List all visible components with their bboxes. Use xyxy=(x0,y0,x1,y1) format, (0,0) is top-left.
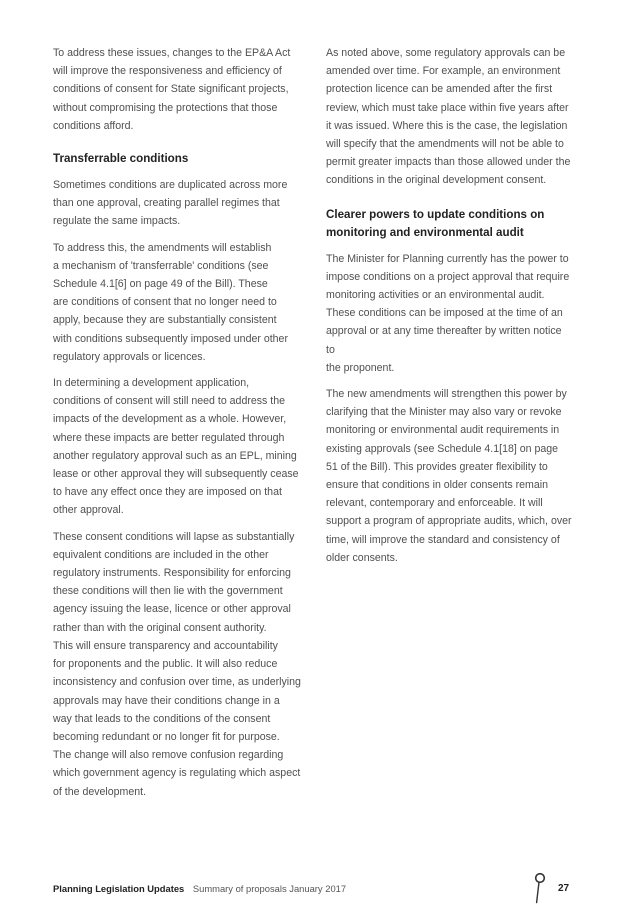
page-number: 27 xyxy=(558,883,570,894)
footer-subtitle: Summary of proposals January 2017 xyxy=(192,883,347,894)
right-paragraph-3: The new amendments will strengthen this power by clarifying that the Minister may also vary or revoke monitoring or environmental audit requirements in existing approvals (see Schedule 4.1[18] on page 51 of the Bill). This provides greater flexibility to ensure that conditions in older consents remain relevant, contemporary and enforceable. It will support a program of appropriate audits, which, over time, will improve the standard and consistency of older consents. xyxy=(326,388,572,564)
left-paragraph-4: In determining a development application, conditions of consent will still need to address the impacts of the development as a whole. However, where these impacts are better regulated through another regulatory approval such as an EPL, mining lease or other approval they will subsequently cease to have any effect once they are imposed on that other approval. xyxy=(53,377,299,517)
left-column xyxy=(53,44,303,809)
left-paragraph-2: Sometimes conditions are duplicated across more than one approval, creating parallel regimes that regulate the same impacts. xyxy=(53,179,288,228)
right-paragraph-2: The Minister for Planning currently has the power to impose conditions on a project approval that require monitoring activities or an environmental audit. These conditions can be imposed at the time of an approval or at any time thereafter by written notice to the proponent. xyxy=(326,252,570,374)
left-paragraph-3: To address this, the amendments will establish a mechanism of 'transferrable' conditions (see Schedule 4.1[6] on page 49 of the Bill). These are conditions of consent that no longer need to apply, because they are substantially consistent with conditions subsequently imposed under other regulatory approvals or licences. xyxy=(53,241,288,363)
footer-title: Planning Legislation Updates xyxy=(53,883,185,894)
page-footer xyxy=(53,883,346,894)
heading-clearer-powers: Clearer powers to update conditions on monitoring and environmental audit xyxy=(326,207,545,239)
right-column xyxy=(326,44,572,575)
heading-transferrable-conditions: Transferrable conditions xyxy=(53,152,189,166)
left-paragraph-1: To address these issues, changes to the EP&A Act will improve the responsiveness and efficiency of conditions of consent for State significant projects, without compromising the protections that those conditions afford. xyxy=(53,47,291,132)
right-paragraph-1: As noted above, some regulatory approvals can be amended over time. For example, an environment protection licence can be amended after the first review, which must take place within five years after it was issued. Where this is the case, the legislation will specify that the amendments will not be able to permit greater impacts than those allowed under the conditions in the original development consent. xyxy=(326,47,571,187)
map-pin-icon xyxy=(534,872,546,904)
left-paragraph-5: These consent conditions will lapse as substantially equivalent conditions are included in the other regulatory instruments. Responsibility for enforcing these conditions will then lie with the government agency issuing the lease, licence or other approval rather than with the original consent authority. This will ensure transparency and accountability for proponents and the public. It will also reduce inconsistency and confusion over time, as underlying approvals may have their conditions change in a way that leads to the conditions of the consent becoming redundant or no longer fit for purpose. The change will also remove confusion regarding which government agency is regulating which aspect of the development. xyxy=(53,530,301,798)
